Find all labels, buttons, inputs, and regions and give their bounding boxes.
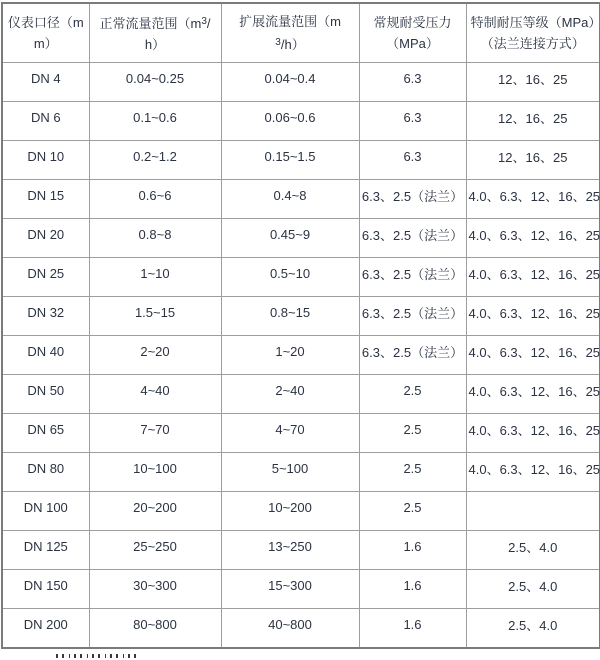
table-cell-normal-range: 0.1~0.6 bbox=[89, 102, 221, 141]
table-cell-normal-range: 4~40 bbox=[89, 375, 221, 414]
table-row bbox=[2, 609, 600, 649]
table-cell-extended-range: 5~100 bbox=[221, 453, 359, 492]
table-cell-normal-range: 0.8~8 bbox=[89, 219, 221, 258]
table-cell-pressure: 2.5 bbox=[359, 414, 466, 453]
table-row bbox=[2, 297, 600, 336]
table-cell-special-rating: 2.5、4.0 bbox=[466, 570, 600, 609]
table-cell-extended-range: 13~250 bbox=[221, 531, 359, 570]
table-row bbox=[2, 453, 600, 492]
table-cell-normal-range: 1.5~15 bbox=[89, 297, 221, 336]
table-cell-pressure: 6.3 bbox=[359, 102, 466, 141]
flow-meter-spec-table bbox=[1, 2, 600, 649]
table-cell-special-rating: 12、16、25 bbox=[466, 102, 600, 141]
table-cell-special-rating: 12、16、25 bbox=[466, 63, 600, 102]
table-cell-normal-range: 0.04~0.25 bbox=[89, 63, 221, 102]
table-cell-normal-range: 80~800 bbox=[89, 609, 221, 649]
table-row bbox=[2, 180, 600, 219]
table-row bbox=[2, 219, 600, 258]
table-cell-pressure: 6.3、2.5（法兰） bbox=[359, 180, 466, 219]
table-cell-dn: DN 65 bbox=[2, 414, 89, 453]
table-cell-dn: DN 6 bbox=[2, 102, 89, 141]
table-cell-dn: DN 15 bbox=[2, 180, 89, 219]
table-cell-normal-range: 0.6~6 bbox=[89, 180, 221, 219]
table-cell-extended-range: 0.15~1.5 bbox=[221, 141, 359, 180]
table-cell-dn: DN 50 bbox=[2, 375, 89, 414]
table-cell-pressure: 2.5 bbox=[359, 375, 466, 414]
table-cell-dn: DN 80 bbox=[2, 453, 89, 492]
table-cell-pressure: 1.6 bbox=[359, 570, 466, 609]
table-cell-dn: DN 100 bbox=[2, 492, 89, 531]
table-cell-special-rating: 4.0、6.3、12、16、25 bbox=[466, 297, 600, 336]
table-cell-special-rating: 4.0、6.3、12、16、25 bbox=[466, 258, 600, 297]
column-header-normal-range bbox=[89, 3, 221, 63]
table-cell-extended-range: 0.06~0.6 bbox=[221, 102, 359, 141]
table-cell-pressure: 6.3、2.5（法兰） bbox=[359, 219, 466, 258]
table-header-row bbox=[2, 3, 600, 63]
table-cell-pressure: 6.3 bbox=[359, 141, 466, 180]
table-cell-special-rating: 4.0、6.3、12、16、25 bbox=[466, 336, 600, 375]
column-header-special-rating bbox=[466, 3, 600, 63]
table-cell-dn: DN 200 bbox=[2, 609, 89, 649]
table-cell-pressure: 2.5 bbox=[359, 492, 466, 531]
column-header-text: /h） bbox=[144, 16, 211, 52]
table-cell-special-rating: 4.0、6.3、12、16、25 bbox=[466, 453, 600, 492]
column-header-text: 扩展流量范围（m bbox=[239, 14, 341, 29]
table-cell-pressure: 6.3、2.5（法兰） bbox=[359, 258, 466, 297]
table-cell-special-rating: 12、16、25 bbox=[466, 141, 600, 180]
table-row bbox=[2, 414, 600, 453]
column-header-text: 常规耐受压力（MPa） bbox=[373, 15, 452, 51]
table-cell-normal-range: 30~300 bbox=[89, 570, 221, 609]
table-cell-extended-range: 0.4~8 bbox=[221, 180, 359, 219]
table-cell-extended-range: 0.04~0.4 bbox=[221, 63, 359, 102]
table-cell-extended-range: 40~800 bbox=[221, 609, 359, 649]
table-cell-extended-range: 10~200 bbox=[221, 492, 359, 531]
table-cell-pressure: 2.5 bbox=[359, 453, 466, 492]
table-row bbox=[2, 102, 600, 141]
table-cell-dn: DN 25 bbox=[2, 258, 89, 297]
table-cell-normal-range: 2~20 bbox=[89, 336, 221, 375]
table-row bbox=[2, 258, 600, 297]
table-cell-extended-range: 0.45~9 bbox=[221, 219, 359, 258]
table-row bbox=[2, 336, 600, 375]
table-cell-normal-range: 1~10 bbox=[89, 258, 221, 297]
table-cell-special-rating: 4.0、6.3、12、16、25 bbox=[466, 414, 600, 453]
table-row bbox=[2, 492, 600, 531]
table-cell-special-rating: 2.5、4.0 bbox=[466, 531, 600, 570]
table-cell-special-rating: 4.0、6.3、12、16、25 bbox=[466, 219, 600, 258]
table-cell-normal-range: 25~250 bbox=[89, 531, 221, 570]
table-cell-special-rating: 4.0、6.3、12、16、25 bbox=[466, 180, 600, 219]
table-cell-extended-range: 0.5~10 bbox=[221, 258, 359, 297]
table-row bbox=[2, 531, 600, 570]
superscript: 3 bbox=[201, 16, 207, 27]
table-cell-dn: DN 20 bbox=[2, 219, 89, 258]
table-cell-pressure: 6.3 bbox=[359, 63, 466, 102]
column-header-text: 仪表口径（mm） bbox=[7, 15, 84, 51]
table-row bbox=[2, 141, 600, 180]
superscript: 3 bbox=[275, 37, 281, 48]
table-cell-extended-range: 4~70 bbox=[221, 414, 359, 453]
table-row bbox=[2, 570, 600, 609]
table-cell-pressure: 1.6 bbox=[359, 609, 466, 649]
column-header-extended-range bbox=[221, 3, 359, 63]
column-header-pressure bbox=[359, 3, 466, 63]
table-cell-normal-range: 10~100 bbox=[89, 453, 221, 492]
table-cell-pressure: 6.3、2.5（法兰） bbox=[359, 336, 466, 375]
table-row bbox=[2, 375, 600, 414]
column-header-text: 特制耐压等级（MPa）（法兰连接方式） bbox=[470, 15, 595, 51]
clipped-text-remnant bbox=[56, 654, 138, 658]
table-cell-extended-range: 15~300 bbox=[221, 570, 359, 609]
table-cell-dn: DN 150 bbox=[2, 570, 89, 609]
table-cell-pressure: 6.3、2.5（法兰） bbox=[359, 297, 466, 336]
table-cell-dn: DN 32 bbox=[2, 297, 89, 336]
table-cell-special-rating bbox=[466, 492, 600, 531]
table-cell-dn: DN 40 bbox=[2, 336, 89, 375]
column-header-text: 正常流量范围（m bbox=[99, 16, 202, 31]
table-cell-dn: DN 10 bbox=[2, 141, 89, 180]
table-row bbox=[2, 63, 600, 102]
table-cell-pressure: 1.6 bbox=[359, 531, 466, 570]
table-cell-extended-range: 0.8~15 bbox=[221, 297, 359, 336]
table-cell-normal-range: 0.2~1.2 bbox=[89, 141, 221, 180]
table-cell-extended-range: 2~40 bbox=[221, 375, 359, 414]
table-cell-normal-range: 7~70 bbox=[89, 414, 221, 453]
column-header-text: /h） bbox=[280, 37, 305, 52]
table-cell-dn: DN 4 bbox=[2, 63, 89, 102]
table-cell-dn: DN 125 bbox=[2, 531, 89, 570]
table-cell-normal-range: 20~200 bbox=[89, 492, 221, 531]
table-cell-special-rating: 2.5、4.0 bbox=[466, 609, 600, 649]
table-cell-special-rating: 4.0、6.3、12、16、25 bbox=[466, 375, 600, 414]
table-cell-extended-range: 1~20 bbox=[221, 336, 359, 375]
column-header-dn bbox=[2, 3, 89, 63]
